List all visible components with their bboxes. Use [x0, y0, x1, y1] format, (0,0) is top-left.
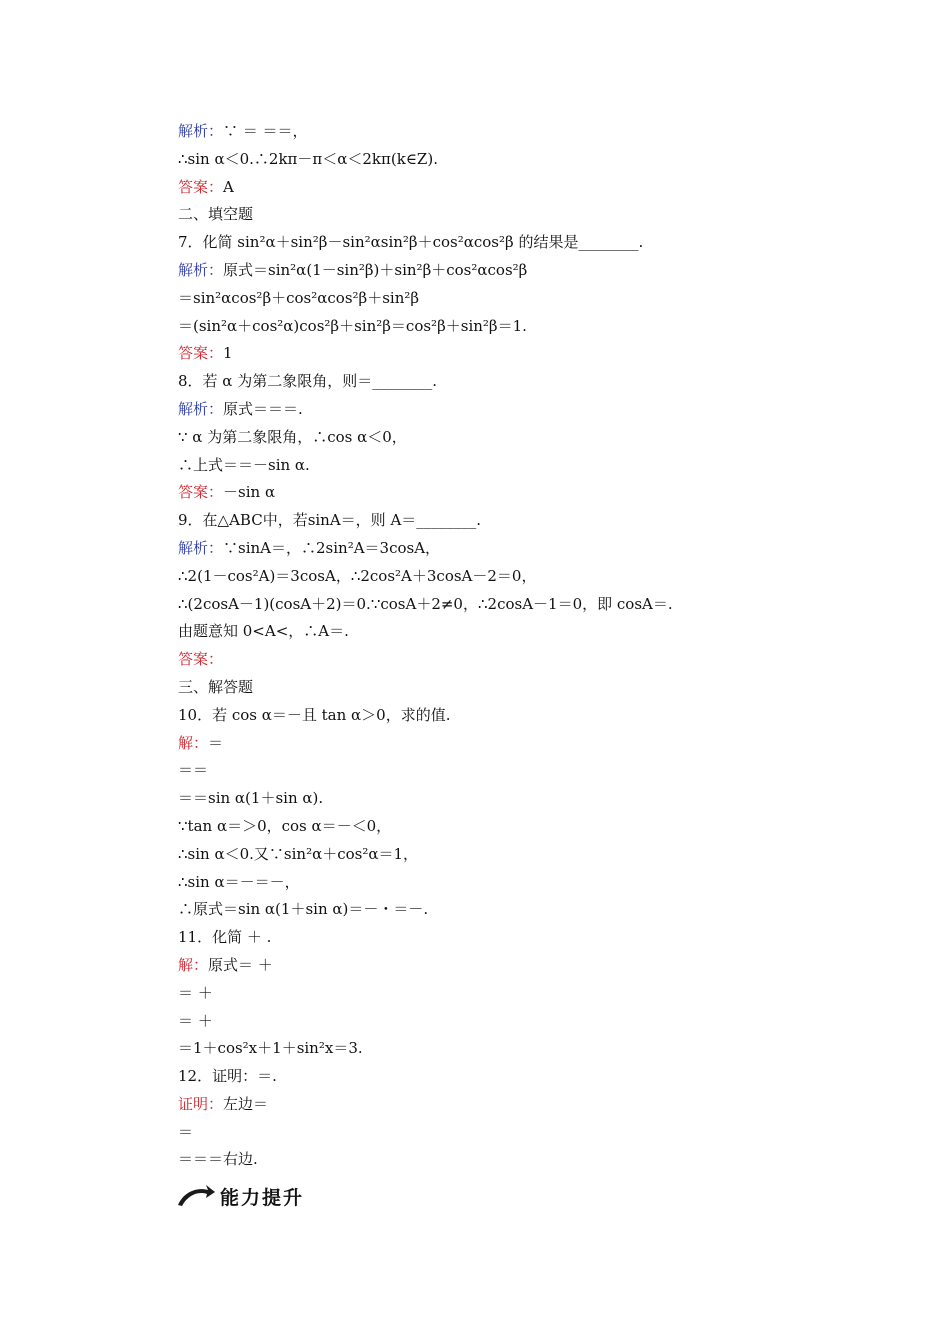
line-text: ＝ — [208, 733, 224, 752]
text-line — [178, 563, 878, 591]
line-text: 1 — [223, 344, 233, 363]
text-line — [178, 1091, 878, 1119]
line-text: 由题意知 0<A<，∴A＝. — [178, 622, 349, 641]
text-line — [178, 146, 878, 174]
text-line — [178, 813, 878, 841]
text-line — [178, 174, 878, 202]
line-text: ＝＝sin α(1＋sin α). — [178, 789, 324, 808]
text-line — [178, 313, 878, 341]
curved-arrow-icon — [176, 1183, 216, 1209]
text-line — [178, 118, 878, 146]
text-line — [178, 424, 878, 452]
line-text: ∵tan α＝＞0，cos α＝－＜0， — [178, 816, 392, 835]
text-line — [178, 1035, 878, 1063]
line-text: ＝＝ — [178, 761, 209, 780]
text-line — [178, 507, 878, 535]
line-text: 原式＝sin²α(1－sin²β)＋sin²β＋cos²αcos²β — [223, 260, 528, 279]
text-line — [178, 452, 878, 480]
text-line — [178, 618, 878, 646]
line-text: ∴sin α＜0.∴2kπ－π＜α＜2kπ(k∈Z). — [178, 149, 438, 168]
line-text: 原式＝ ＋ — [208, 955, 273, 974]
text-line — [178, 591, 878, 619]
text-line — [178, 869, 878, 897]
text-line — [178, 924, 878, 952]
section-badge — [176, 1180, 304, 1212]
text-line — [178, 730, 878, 758]
text-line — [178, 896, 878, 924]
text-line — [178, 841, 878, 869]
line-text: 左边＝ — [223, 1094, 269, 1113]
text-line — [178, 229, 878, 257]
text-line — [178, 952, 878, 980]
line-text: 9．在△ABC中，若sinA＝，则 A＝________. — [178, 511, 482, 530]
line-text: 三、解答题 — [178, 677, 254, 696]
proof-label: 证明： — [178, 1094, 224, 1113]
text-line — [178, 674, 878, 702]
line-text: 二、填空题 — [178, 205, 254, 224]
text-line — [178, 285, 878, 313]
line-text: ＝ ＋ — [178, 1011, 213, 1030]
line-text: ＝sin²αcos²β＋cos²αcos²β＋sin²β — [178, 288, 420, 307]
answer-label: 答案： — [178, 344, 224, 363]
line-text: ＝ — [178, 1122, 194, 1141]
line-text: ∵sinA＝，∴2sin²A＝3cosA， — [223, 538, 441, 557]
line-text: ＝(sin²α＋cos²α)cos²β＋sin²β＝cos²β＋sin²β＝1. — [178, 316, 527, 335]
document-body — [178, 118, 878, 1174]
line-text: ∴上式＝＝－sin α. — [178, 455, 310, 474]
line-text: A — [223, 177, 234, 196]
text-line — [178, 535, 878, 563]
line-text: 12．证明：＝. — [178, 1067, 277, 1086]
text-line — [178, 702, 878, 730]
text-line — [178, 1146, 878, 1174]
section-badge-label: 能力提升 — [220, 1186, 305, 1209]
text-line — [178, 396, 878, 424]
line-text: ∴原式＝sin α(1＋sin α)＝－・＝－. — [178, 900, 429, 919]
solution-label: 解： — [178, 733, 209, 752]
text-line — [178, 368, 878, 396]
solution-label: 解： — [178, 955, 209, 974]
line-text: ＝＝＝右边. — [178, 1150, 258, 1169]
line-text: ∴sin α＝－＝－， — [178, 872, 300, 891]
line-text: 10．若 cos α＝－且 tan α＞0，求的值. — [178, 705, 451, 724]
line-text: 原式＝＝＝. — [223, 399, 303, 418]
line-text: 7．化简 sin²α＋sin²β－sin²αsin²β＋cos²αcos²β 的结果是________. — [178, 233, 644, 252]
line-text: －sin α — [223, 483, 276, 502]
analysis-label: 解析： — [178, 399, 224, 418]
text-line — [178, 1008, 878, 1036]
text-line — [178, 980, 878, 1008]
text-line — [178, 340, 878, 368]
line-text: 8．若 α 为第二象限角，则＝________. — [178, 372, 437, 391]
line-text: ∵ ＝ ＝＝， — [223, 122, 308, 140]
line-text: ∴sin α＜0.又∵sin²α＋cos²α＝1， — [178, 844, 419, 863]
text-line — [178, 479, 878, 507]
text-line — [178, 646, 878, 674]
line-text: ＝1＋cos²x＋1＋sin²x＝3. — [178, 1039, 363, 1058]
text-line — [178, 201, 878, 229]
analysis-label: 解析： — [178, 122, 224, 140]
analysis-label: 解析： — [178, 260, 224, 279]
line-text: 11．化简 ＋ . — [178, 928, 272, 947]
line-text: ∴2(1－cos²A)＝3cosA，∴2cos²A＋3cosA－2＝0， — [178, 566, 537, 585]
answer-label: 答案： — [178, 177, 224, 196]
text-line — [178, 757, 878, 785]
line-text: ＝ ＋ — [178, 983, 213, 1002]
text-line — [178, 257, 878, 285]
line-text: ∵ α 为第二象限角，∴cos α＜0， — [178, 427, 407, 446]
analysis-label: 解析： — [178, 538, 224, 557]
answer-label: 答案： — [178, 650, 224, 669]
line-text: ∴(2cosA－1)(cosA＋2)＝0.∵cosA＋2≠0，∴2cosA－1＝0，即 cosA＝. — [178, 594, 673, 613]
text-line — [178, 1063, 878, 1091]
text-line — [178, 1119, 878, 1147]
text-line — [178, 785, 878, 813]
answer-label: 答案： — [178, 483, 224, 502]
